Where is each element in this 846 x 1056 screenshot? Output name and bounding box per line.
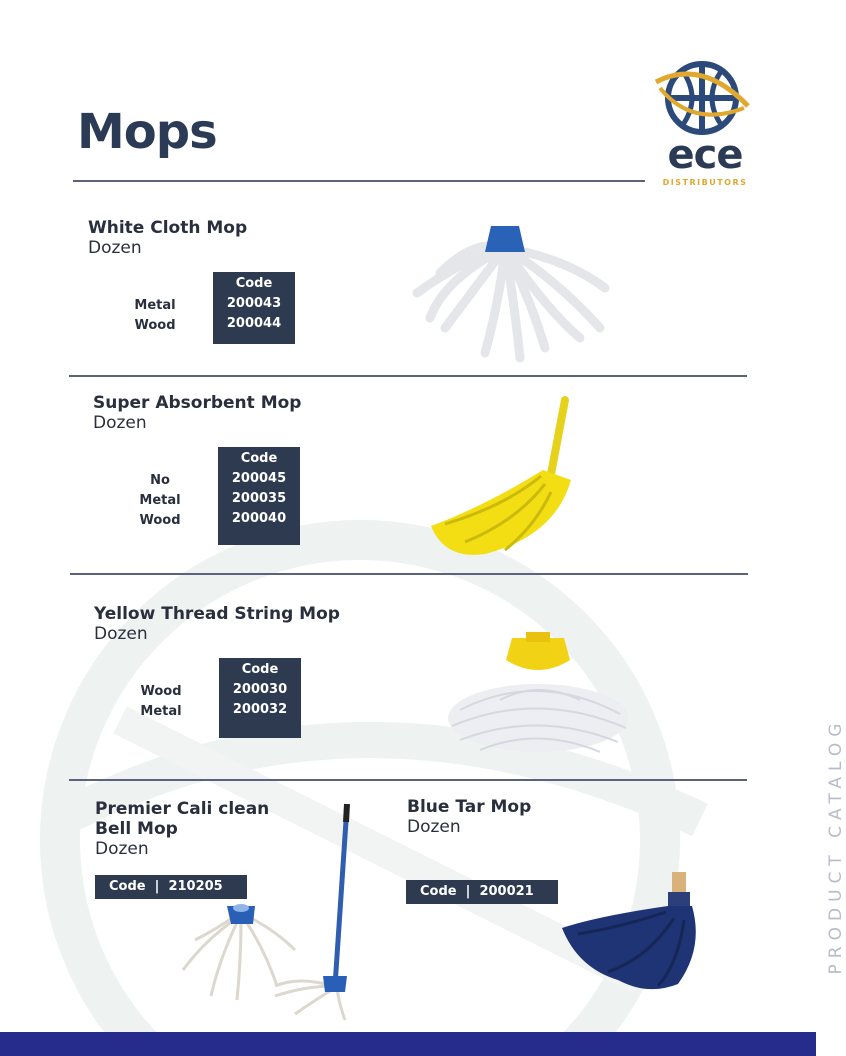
code-value: 200044 <box>226 316 282 331</box>
header-divider <box>73 180 645 182</box>
page-title: Mops <box>77 104 217 160</box>
variant-label: Wood <box>139 513 181 528</box>
section-divider <box>69 779 747 781</box>
globe-logo-icon <box>652 58 752 138</box>
variant-label: No <box>150 473 170 488</box>
product-name-line1: Premier Cali clean <box>95 799 270 819</box>
code-value: 200045 <box>231 471 287 486</box>
product-unit: Dozen <box>407 817 461 837</box>
blue-tar-mop-image <box>558 868 708 998</box>
code-table <box>219 658 301 738</box>
code-value: 200030 <box>232 682 288 697</box>
product-name: Blue Tar Mop <box>407 797 532 817</box>
product-name-line2: Bell Mop <box>95 819 178 839</box>
logo-tagline: DISTRIBUTORS <box>662 178 748 187</box>
product-unit: Dozen <box>93 413 147 433</box>
variant-label: Metal <box>140 704 182 719</box>
code-table <box>218 447 300 545</box>
product-name: Super Absorbent Mop <box>93 393 302 413</box>
code-table <box>213 272 295 344</box>
product-unit: Dozen <box>88 238 142 258</box>
white-cloth-mop-image <box>405 218 615 363</box>
super-absorbent-mop-image <box>425 396 585 566</box>
variant-label: Metal <box>134 298 176 313</box>
product-unit: Dozen <box>94 624 148 644</box>
code-label: Code | 200021 <box>406 880 558 904</box>
variant-label: Wood <box>134 318 176 333</box>
section-divider <box>70 573 748 575</box>
code-header: Code <box>235 276 273 291</box>
code-value: 200040 <box>231 511 287 526</box>
code-header: Code <box>241 662 279 677</box>
product-name: Yellow Thread String Mop <box>94 604 340 624</box>
code-value: 200035 <box>231 491 287 506</box>
product-name: White Cloth Mop <box>88 218 248 238</box>
product-unit: Dozen <box>95 839 149 859</box>
product-catalog-side-label: PRODUCT CATALOG <box>826 717 846 975</box>
logo-wordmark: ece <box>667 132 743 178</box>
variant-label: Wood <box>140 684 182 699</box>
code-label: Code | 210205 <box>95 875 247 899</box>
code-value: 200043 <box>226 296 282 311</box>
footer-band <box>0 1032 816 1056</box>
section-divider <box>69 375 747 377</box>
code-header: Code <box>240 451 278 466</box>
bell-mop-image <box>175 800 375 1025</box>
yellow-thread-mop-image <box>440 630 635 760</box>
code-value: 200032 <box>232 702 288 717</box>
variant-label: Metal <box>139 493 181 508</box>
